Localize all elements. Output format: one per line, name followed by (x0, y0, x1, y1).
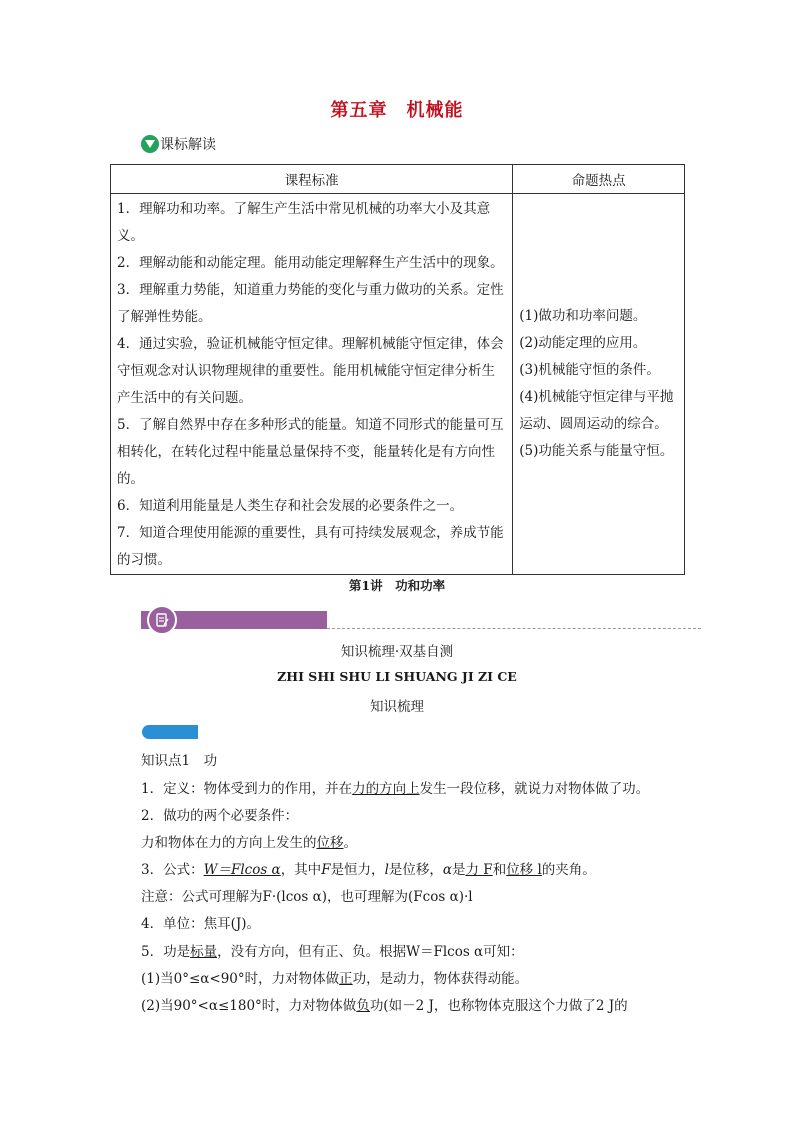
underlined-answer: 力 F (465, 862, 493, 878)
curriculum-table (110, 164, 685, 575)
text-span: 5．功是 (141, 944, 191, 960)
scalar-line (141, 940, 701, 960)
text-span: 是位移， (388, 862, 443, 878)
symbol: α (442, 862, 453, 878)
symbol: l (384, 862, 389, 878)
standard-item: 4．通过实验，验证机械能守恒定律。理解机械能守恒定律，体会守恒观念对认识物理规律的重要性。能用机械能守恒定律分析生产生活中的有关问题。 (117, 336, 504, 406)
text-span: 的夹角。 (541, 862, 596, 878)
text-span: 功，是动力，物体获得动能。 (352, 971, 529, 987)
text-span: 是恒力， (330, 862, 385, 878)
hotspot-item: (1)做功和功率问题。 (519, 308, 647, 324)
text-span: 发生一段位移，就说力对物体做了功。 (419, 781, 650, 797)
hotspots-cell (513, 194, 685, 575)
case-positive-line (141, 967, 701, 987)
text-span: ，没有方向，但有正、负。根据W＝Flcos α可知： (217, 944, 524, 960)
text-span: 1．定义：物体受到力的作用，并在 (141, 781, 353, 797)
text-span: 和 (492, 862, 507, 878)
lecture-title: 第1讲 功和功率 (348, 578, 446, 593)
standard-item: 7．知道合理使用能源的重要性，具有可持续发展观念，养成节能的习惯。 (117, 525, 504, 568)
underlined-answer: 位移 (316, 835, 344, 851)
header-hotspots: 命题热点 (513, 165, 685, 194)
text-span: (2)当90°<α≤180°时，力对物体做 (141, 998, 357, 1014)
text-span: (1)当0°≤α<90°时，力对物体做 (141, 971, 340, 987)
hotspot-item: (5)功能关系与能量守恒。 (519, 443, 674, 459)
triangle-down-icon (141, 135, 159, 153)
standard-item: 2．理解动能和动能定理。能用动能定理解释生产生活中的现象。 (117, 255, 504, 271)
text-span: 功(如－2 J，也称物体克服这个力做了2 J的 (369, 998, 628, 1014)
banner-subtitle: 知识梳理 (370, 699, 424, 715)
unit-line: 4．单位：焦耳(J)。 (141, 916, 261, 932)
blue-tag-marker (142, 725, 198, 739)
chapter-title: 第五章 机械能 (330, 100, 464, 121)
text-span: 。 (343, 835, 357, 851)
hotspot-item: (3)机械能守恒的条件。 (519, 362, 660, 378)
section-heading-label: 课标解读 (160, 137, 216, 153)
text-span: 力和物体在力的方向上发生的 (141, 835, 317, 851)
text-span: 3．公式： (141, 862, 204, 878)
underlined-answer: 正 (339, 971, 353, 987)
text-span: ，其中 (280, 862, 322, 878)
conditions-line (141, 831, 701, 851)
hotspot-item: (4)机械能守恒定律与平抛运动、圆周运动的综合。 (519, 389, 674, 432)
banner-divider (327, 628, 701, 629)
section-banner (141, 605, 701, 633)
standards-cell (111, 194, 513, 575)
underlined-answer: 负 (356, 998, 370, 1014)
underlined-answer: 标量 (190, 944, 218, 960)
underlined-answer: W＝Flcos α (203, 862, 281, 878)
underlined-answer: 位移 l (506, 862, 542, 878)
standard-item: 3．理解重力势能，知道重力势能的变化与重力做功的关系。定性了解弹性势能。 (117, 282, 504, 325)
standard-item: 5．了解自然界中存在多种形式的能量。知道不同形式的能量可互相转化，在转化过程中能量总量保持不变，能量转化是有方向性的。 (117, 417, 504, 487)
banner-pinyin: ZHI SHI SHU LI SHUANG JI ZI CE (277, 669, 517, 684)
standard-item: 1．理解功和功率。了解生产生活中常见机械的功率大小及其意义。 (117, 201, 491, 244)
note-line: 注意：公式可理解为F·(lcos α)，也可理解为(Fcos α)·l (141, 889, 473, 905)
case-negative-line (141, 994, 701, 1014)
formula-line (141, 858, 701, 878)
conditions-title: 2．做功的两个必要条件： (141, 808, 299, 824)
underlined-answer: 力的方向上 (352, 781, 420, 797)
symbol: F (321, 862, 331, 878)
definition-line (141, 777, 701, 797)
notebook-icon (147, 605, 177, 635)
standard-item: 6．知道利用能量是人类生存和社会发展的必要条件之一。 (117, 498, 464, 514)
text-span: 是 (452, 862, 466, 878)
section-heading (141, 134, 216, 154)
header-standards: 课程标准 (111, 165, 513, 194)
hotspot-item: (2)动能定理的应用。 (519, 335, 647, 351)
banner-title: 知识梳理·双基自测 (340, 644, 454, 660)
knowledge-point-title: 知识点1 功 (141, 753, 218, 769)
